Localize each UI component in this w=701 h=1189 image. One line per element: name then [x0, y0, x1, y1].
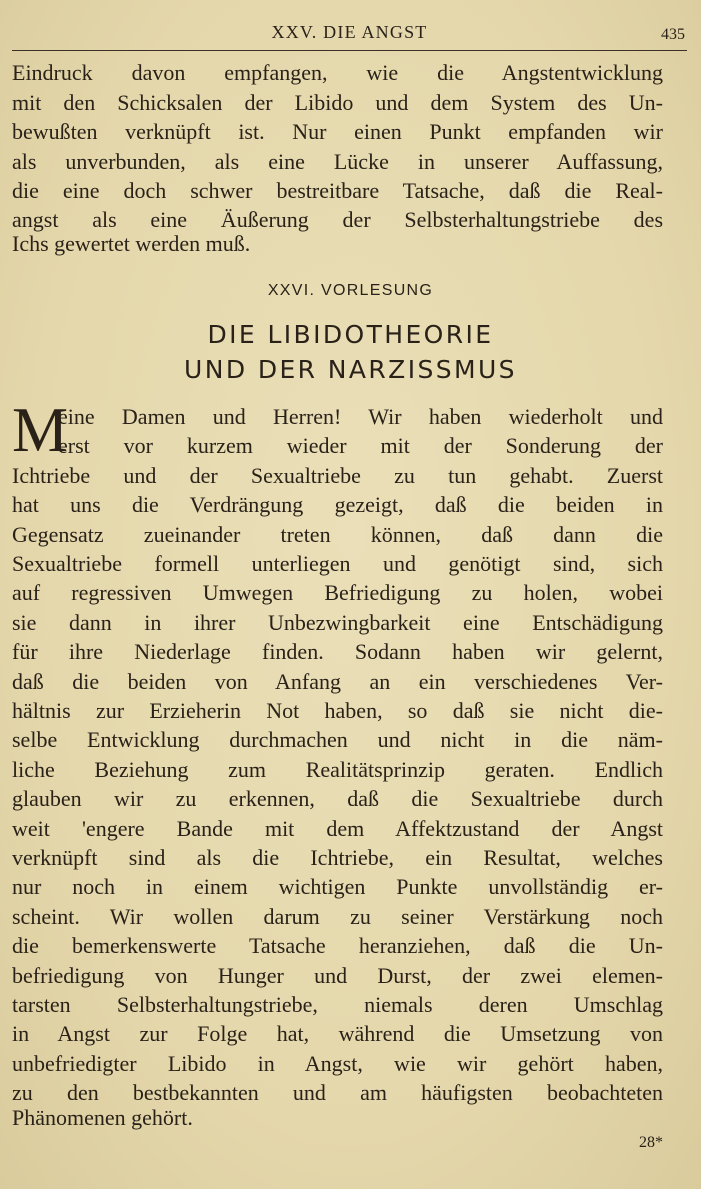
- text-line: scheint. Wir wollen darum zu seiner Verstärkung noch: [12, 904, 663, 929]
- text-line: für ihre Niederlage finden. Sodann haben wir gelernt,: [12, 639, 663, 664]
- text-line: liche Beziehung zum Realitätsprinzip geraten. Endlich: [12, 757, 663, 782]
- text-line: verknüpft sind als die Ichtriebe, ein Resultat, welches: [12, 845, 663, 870]
- text-line: hat uns die Verdrängung gezeigt, daß die beiden in: [12, 492, 663, 517]
- text-line: bewußten verknüpft ist. Nur einen Punkt empfanden wir: [12, 119, 663, 144]
- text-line: tarsten Selbsterhaltungstriebe, niemals deren Umschlag: [12, 992, 663, 1017]
- text-line: als unverbunden, als eine Lücke in unserer Auffassung,: [12, 149, 663, 174]
- page-number: 435: [661, 26, 685, 43]
- text-line: selbe Entwicklung durchmachen und nicht in die näm-: [12, 727, 663, 752]
- text-line: Sexualtriebe formell unterliegen und genötigt sind, sich: [12, 551, 663, 576]
- chapter-title-line: DIE LIBIDOTHEORIE: [207, 320, 494, 349]
- text-line: Phänomenen gehört.: [12, 1105, 193, 1130]
- lecture-label: XXVI. VORLESUNG: [267, 282, 434, 299]
- text-line: weit 'engere Bande mit dem Affektzustand der Angst: [12, 816, 663, 841]
- text-line: befriedigung von Hunger und Durst, der zwei elemen-: [12, 963, 663, 988]
- running-title: XXV. DIE ANGST: [271, 22, 428, 42]
- text-line: sie dann in ihrer Unbezwingbarkeit eine Entschädigung: [12, 610, 663, 635]
- text-line: mit den Schicksalen der Libido und dem System des Un-: [12, 90, 663, 115]
- text-line: angst als eine Äußerung der Selbsterhaltungstriebe des: [12, 207, 663, 232]
- chapter-title-line: UND DER NARZISSMUS: [184, 355, 517, 384]
- drop-cap: M: [12, 395, 69, 465]
- text-line: daß die beiden von Anfang an ein verschiedenes Ver-: [12, 669, 663, 694]
- text-line: Gegensatz zueinander treten können, daß dann die: [12, 522, 663, 547]
- text-line: Eindruck davon empfangen, wie die Angstentwicklung: [12, 60, 663, 85]
- text-line: in Angst zur Folge hat, während die Umsetzung von: [12, 1021, 663, 1046]
- text-line: nur noch in einem wichtigen Punkte unvollständig er-: [12, 874, 663, 899]
- running-header: [12, 20, 687, 51]
- text-line: auf regressiven Umwegen Befriedigung zu holen, wobei: [12, 580, 663, 605]
- text-line: unbefriedigter Libido in Angst, wie wir gehört haben,: [12, 1051, 663, 1076]
- signature-mark: 28*: [639, 1134, 663, 1151]
- text-line: glauben wir zu erkennen, daß die Sexualtriebe durch: [12, 786, 663, 811]
- text-line: die eine doch schwer bestreitbare Tatsache, daß die Real-: [12, 178, 663, 203]
- text-line: zu den bestbekannten und am häufigsten beobachteten: [12, 1080, 663, 1105]
- text-line: Ichs gewertet werden muß.: [12, 231, 251, 256]
- text-line: die bemerkenswerte Tatsache heranziehen, daß die Un-: [12, 933, 663, 958]
- text-line: Ichtriebe und der Sexualtriebe zu tun gehabt. Zuerst: [12, 463, 663, 488]
- text-line: eine Damen und Herren! Wir haben wiederholt und: [58, 404, 663, 429]
- text-line: erst vor kurzem wieder mit der Sonderung der: [58, 433, 663, 458]
- text-line: hältnis zur Erzieherin Not haben, so daß sie nicht die-: [12, 698, 663, 723]
